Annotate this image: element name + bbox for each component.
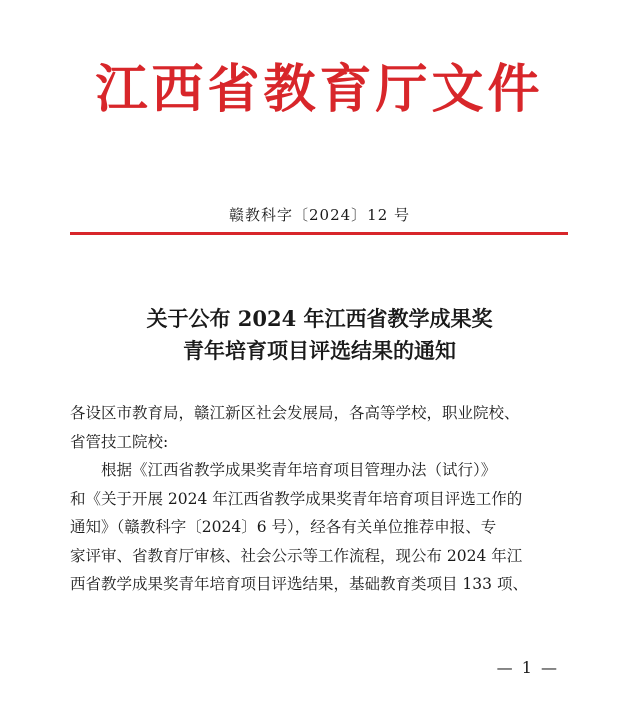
page-number: — 1 —: [496, 658, 559, 677]
paragraph-line-4: 家评审、省教育厅审核、社会公示等工作流程，现公布 2024 年江: [70, 546, 523, 565]
document-number: 赣教科字〔2024〕12 号: [228, 206, 411, 224]
red-separator-line: [70, 232, 568, 235]
recipients-line-1: 各设区市教育局，赣江新区社会发展局，各高等学校，职业院校、: [70, 404, 520, 422]
notice-body: [70, 399, 570, 599]
notice-title-line-2: 青年培育项目评选结果的通知: [183, 338, 456, 363]
paragraph-line-1: 根据《江西省教学成果奖青年培育项目管理办法（试行）》: [101, 461, 497, 479]
issuer-header-title: 江西省教育厅文件: [95, 60, 544, 120]
notice-title: [0, 303, 639, 367]
paragraph-line-2: 和《关于开展 2024 年江西省教学成果奖青年培育项目评选工作的: [70, 489, 523, 508]
recipients-line-2: 省管技工院校:: [70, 432, 169, 451]
paragraph-line-3: 通知》（赣教科字〔2024〕6 号），经各有关单位推荐申报、专: [70, 518, 497, 536]
notice-title-line-1: 关于公布 2024 年江西省教学成果奖: [146, 306, 493, 331]
paragraph-line-5: 西省教学成果奖青年培育项目评选结果，基础教育类项目 133 项、: [70, 575, 528, 593]
